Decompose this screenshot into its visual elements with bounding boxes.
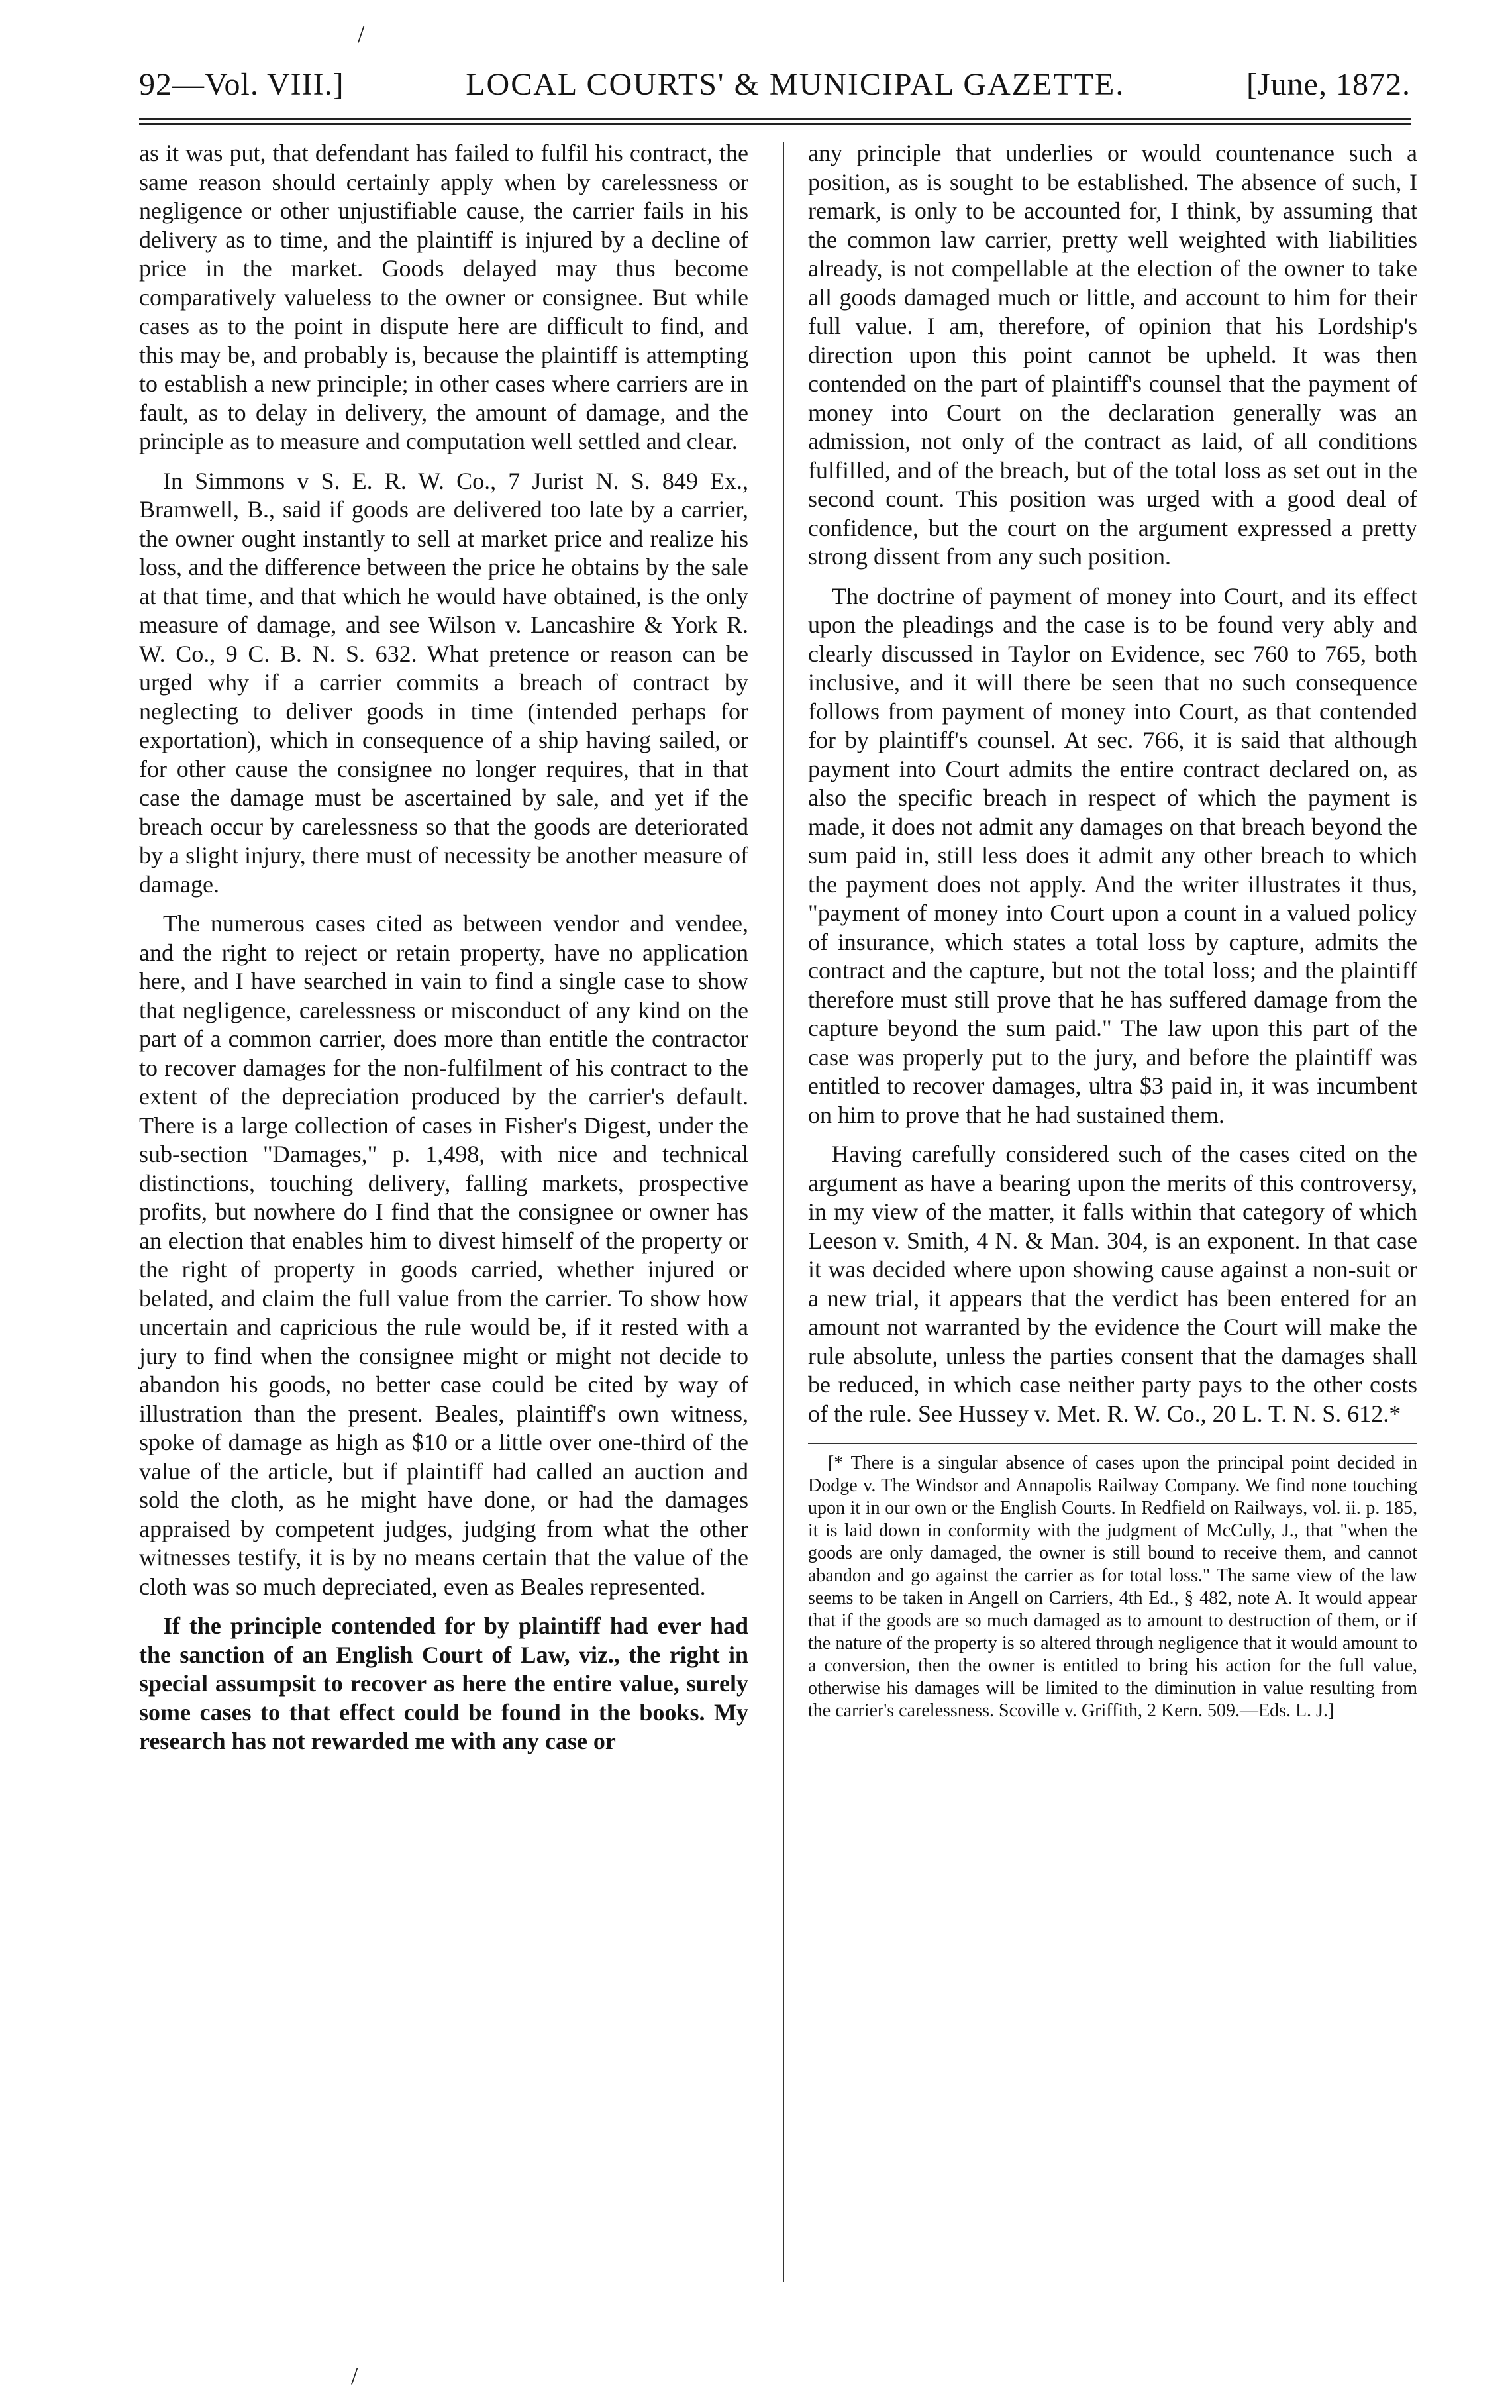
paragraph: If the principle contended for by plaintiff had ever had the sanction of an English Court of Law, viz., the right in special assumpsit to recover as here the entire value, surely some cases to that effect could be found in the books. My research has not rewarded me with any case or (139, 1612, 748, 1754)
paragraph: The doctrine of payment of money into Court, and its effect upon the pleadings and the case is to be found very ably and clearly discussed in Taylor on Evidence, sec 760 to 765, both inclusive, and it will there be seen that no such consequence follows from payment of money into Court, as that contended for by plaintiff's counsel. At sec. 766, it is said that although payment into Court admits the entire contract declared on, as also the specific breach in respect of which the payment is made, it does not admit any damages on that breach beyond the sum paid in, still less does it admit any other breach to which the payment does not apply. And the writer illustrates it thus, "payment of money into Court upon a count in a valued policy of insurance, which states a total loss by capture, admits the contract and the capture, but not the total loss; and the plaintiff therefore must still prove that he has suffered damage from the capture beyond the sum paid." The law upon this part of the case was properly put to the jury, and before the plaintiff was entitled to recover damages, ultra $3 paid in, it was incumbent on him to prove that he had sustained them. (808, 582, 1417, 1128)
header-rule-thin (139, 123, 1411, 125)
paragraph: Having carefully considered such of the cases cited on the argument as have a bearing upon the merits of this controversy, in my view of the matter, it falls within that category of which Leeson v. Smith, 4 N. & Man. 304, is an exponent. In that case it was decided where upon showing cause against a non-suit or a new trial, it appears that the verdict has been entered for an amount not warranted by the evidence the Court will make the rule absolute, unless the parties consent that the damages shall be reduced, in which case neither party pays to the other costs of the rule. See Hussey v. Met. R. W. Co., 20 L. T. N. S. 612.* (808, 1141, 1417, 1427)
issue-date: [June, 1872. (1246, 67, 1411, 102)
margin-mark-bottom: / (351, 2362, 358, 2390)
right-column (808, 139, 1417, 1722)
page-header (139, 66, 1411, 113)
paragraph: In Simmons v S. E. R. W. Co., 7 Jurist N. S. 849 Ex., Bramwell, B., said if goods are delivered too late by a carrier, the owner ought instantly to sell at market price and realize his loss, and the difference between the price he obtains by the sale at that time, and that which he would have obtained, is the only measure of damage, and see Wilson v. Lancashire & York R. W. Co., 9 C. B. N. S. 632. What pretence or reason can be urged why if a carrier commits a breach of contract by neglecting to deliver goods in time (intended perhaps for exportation), which in consequence of a ship having sailed, or for other cause the consignee no longer requires, that in that case the damage must be ascertained by sale, and yet if the breach occur by carelessness so that the goods are deteriorated by a slight injury, there must of necessity be another measure of damage. (139, 467, 748, 898)
margin-mark-top: / (358, 21, 365, 48)
footnote (808, 1443, 1417, 1722)
column-divider (783, 142, 784, 2282)
paragraph: any principle that underlies or would countenance such a position, as is sought to be established. The absence of such, I remark, is only to be accounted for, I think, by assuming that the common law carrier, pretty well weighted with liabilities already, is not compellable at the election of the owner to take all goods damaged much or little, and account to him for their full value. I am, therefore, of opinion that his Lordship's direction upon this point cannot be upheld. It was then contended on the part of plaintiff's counsel that the payment of money into Court on the declaration generally was an admission, not only of the contract as laid, of all conditions fulfilled, and of the breach, but of the total loss as set out in the second count. This position was urged with a good deal of confidence, but the court on the argument expressed a pretty strong dissent from any such position. (808, 140, 1417, 570)
page-number-volume: 92—Vol. VIII.] (139, 67, 344, 102)
gazette-title: LOCAL COURTS' & MUNICIPAL GAZETTE. (466, 67, 1125, 102)
paragraph: The numerous cases cited as between vendor and vendee, and the right to reject or retain property, have no application here, and I have searched in vain to find a single case to show that negligence, carelessness or misconduct of any kind on the part of a common carrier, does more than entitle the contractor to recover damages for the non-fulfilment of his contract to the extent of the depreciation produced by the carrier's default. There is a large collection of cases in Fisher's Digest, under the sub-section "Damages," p. 1,498, with nice and technical distinctions, touching delivery, falling markets, prospective profits, but nowhere do I find that the consignee or owner has an election that enables him to divest himself of the property or the right of property in goods carried, whether injured or belated, and claim the full value from the carrier. To show how uncertain and capricious the rule would be, if it rested with a jury to find when the consignee might or might not decide to abandon his goods, no better case could be cited by way of illustration than the present. Beales, plaintiff's own witness, spoke of damage as high as $10 or a little over one-third of the value of the article, but if plaintiff had called an auction and sold the cloth, as he might have done, or had the damages appraised by competent judges, judging from what the other witnesses testify, it is by no means certain that the value of the cloth was so much depreciated, even as Beales represented. (139, 910, 748, 1600)
footnote-text: [* There is a singular absence of cases upon the principal point decided in Dodge v. The Windsor and Annapolis Railway Company. We find none touching upon it in our own or the English Courts. In Redfield on Railways, vol. ii. p. 185, it is laid down in conformity with the judgment of McCully, J., that "when the goods are only damaged, the owner is still bound to receive them, and cannot abandon and go against the carrier as for total loss." The same view of the law seems to be taken in Angell on Carriers, 4th Ed., § 482, note A. It would appear that if the goods are so much damaged as to amount to destruction of them, or if the nature of the property is so altered through negligence that it would amount to a conversion, then the owner is entitled to bring his action for the full value, otherwise his damages will be limited to the diminution in value resulting from the carrier's carelessness. Scoville v. Griffith, 2 Kern. 509.—Eds. L. J.] (808, 1453, 1417, 1721)
paragraph: as it was put, that defendant has failed to fulfil his contract, the same reason should certainly apply when by carelessness or negligence or other unjustifiable cause, the carrier fails in his delivery as to time, and the plaintiff is injured by a decline of price in the market. Goods delayed may thus become comparatively valueless to the owner or consignee. But while cases as to the point in dispute here are difficult to find, and this may be, and probably is, because the plaintiff is attempting to establish a new principle; in other cases where carriers are in fault, as to delay in delivery, the amount of damage, and the principle as to measure and computation well settled and clear. (139, 140, 748, 454)
header-rule (139, 118, 1411, 120)
left-column (139, 139, 748, 1767)
